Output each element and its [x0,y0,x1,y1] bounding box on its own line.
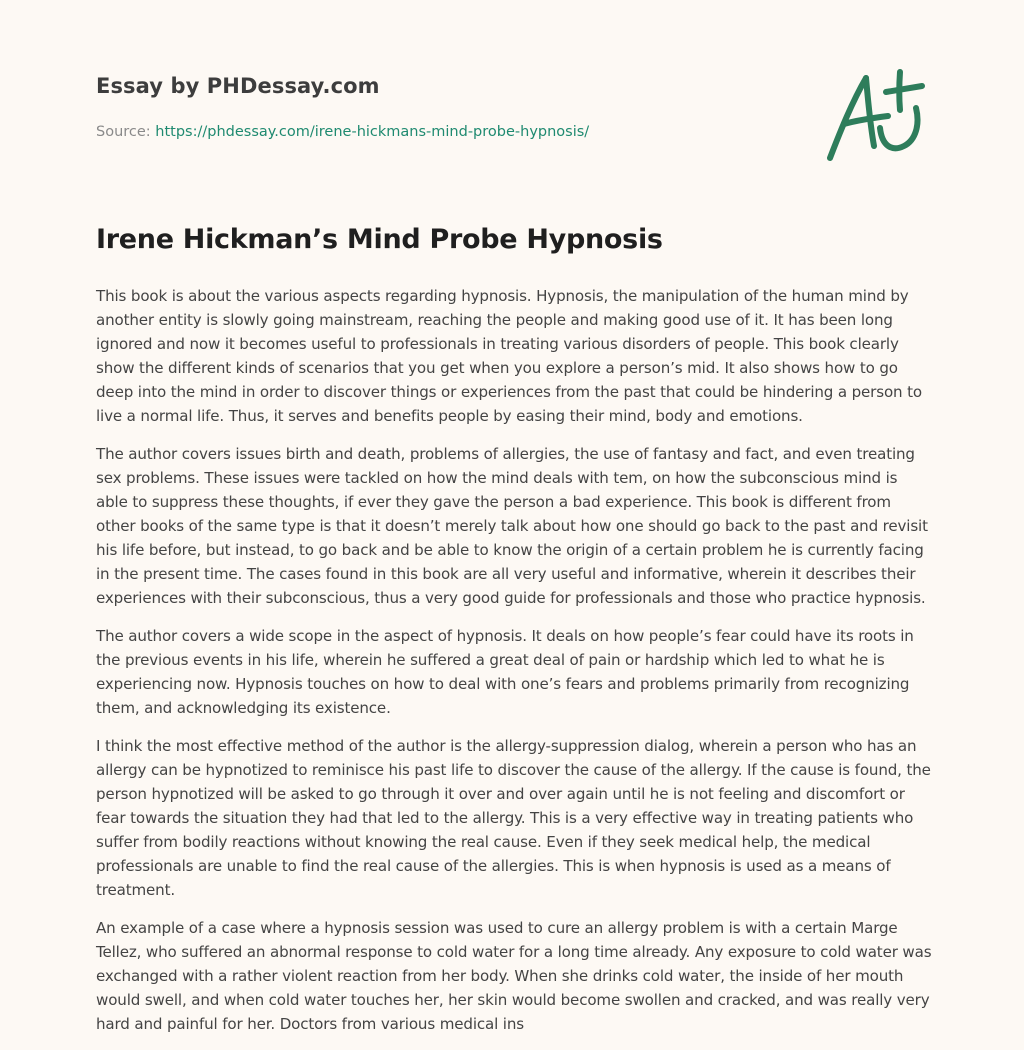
paragraph: This book is about the various aspects regarding hypnosis. Hypnosis, the manipulation of the human mind by another entity is slowly going mainstream, reaching the people and making good use of it. It has been long ignored and now it becomes useful to professionals in treating various disorders of people. This book clearly show the different kinds of scenarios that you get when you explore a person’s mid. It also shows how to go deep into the mind in order to discover things or experiences from the past that could be hindering a person to live a normal life. Thus, it serves and benefits people by easing their mind, body and emotions. [96,287,922,425]
paragraph: The author covers a wide scope in the aspect of hypnosis. It deals on how people’s fear could have its roots in the previous events in his life, wherein he suffered a great deal of pain or hardship which led to what he is experiencing now. Hypnosis touches on how to deal with one’s fears and problems primarily from recognizing them, and acknowledging its existence. [96,627,914,717]
paragraph: An example of a case where a hypnosis session was used to cure an allergy problem is with a certain Marge Tellez, who suffered an abnormal response to cold water for a long time already. Any exposure to cold water was exchanged with a rather violent reaction from her body. When she drinks cold water, the inside of her mouth would swell, and when cold water touches her, her skin would become swollen and cracked, and was really very hard and painful for her. Doctors from various medical ins [96,919,932,1033]
a-plus-logo-icon [822,66,926,166]
paragraph: I think the most effective method of the author is the allergy-suppression dialog, wherein a person who has an allergy can be hypnotized to reminisce his past life to discover the cause of the allergy. If the cause is found, the person hypnotized will be asked to go through it over and over again until he is not feeling and discomfort or fear towards the situation they had that led to the allergy. This is a very effective way in treating patients who suffer from bodily reactions without knowing the real cause. Even if they seek medical help, the medical professionals are unable to find the real cause of the allergies. This is when hypnosis is used as a means of treatment. [96,737,931,899]
essay-body [96,284,932,1050]
essay-title: Irene Hickman’s Mind Probe Hypnosis [96,224,663,255]
source-link[interactable]: https://phdessay.com/irene-hickmans-mind-probe-hypnosis/ [155,124,590,140]
brand-title: Essay by PHDessay.com [96,74,380,98]
essay-header [96,74,928,140]
paragraph: The author covers issues birth and death, problems of allergies, the use of fantasy and fact, and even treating sex problems. These issues were tackled on how the mind deals with tem, on how the subconscious mind is able to suppress these thoughts, if ever they gave the person a bad experience. This book is different from other books of the same type is that it doesn’t merely talk about how one should go back to the past and revisit his life before, but instead, to go back and be able to know the origin of a certain problem he is currently facing in the present time. The cases found in this book are all very useful and informative, wherein it describes their experiences with their subconscious, thus a very good guide for professionals and those who practice hypnosis. [96,445,928,607]
source-line [96,124,589,140]
source-label: Source: [96,124,151,140]
